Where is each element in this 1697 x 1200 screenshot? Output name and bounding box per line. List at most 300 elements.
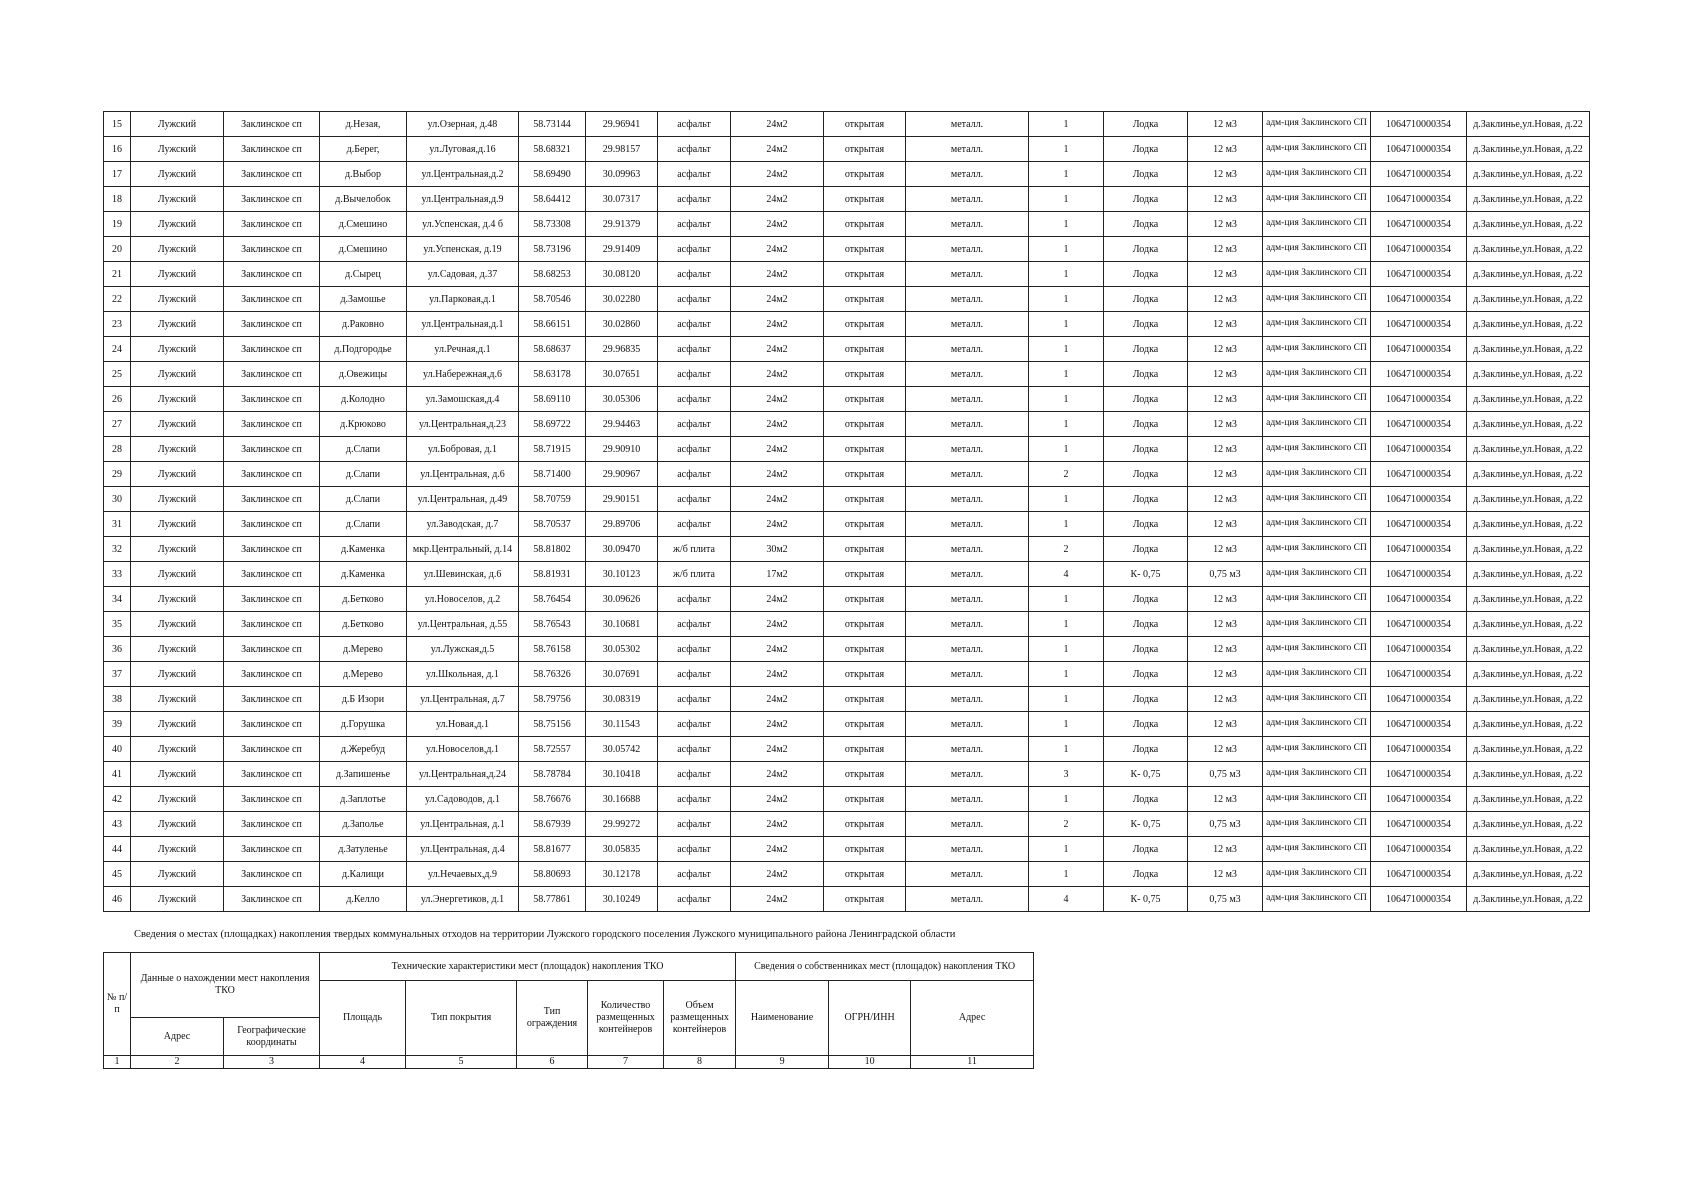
- street-address-cell: ул.Школьная, д.1: [407, 662, 519, 687]
- ogrn-cell: 1064710000354: [1371, 662, 1467, 687]
- row-number: 43: [104, 812, 131, 837]
- owner-address-cell: д.Заклинье,ул.Новая, д.22: [1467, 662, 1590, 687]
- container-count-cell: 1: [1029, 412, 1104, 437]
- fence-type-cell: открытая: [824, 487, 906, 512]
- latitude-cell: 58.75156: [519, 712, 586, 737]
- locality-cell: д.Мерево: [320, 637, 407, 662]
- street-address-cell: ул.Набережная,д.6: [407, 362, 519, 387]
- container-type-cell: Лодка: [1104, 687, 1188, 712]
- cover-type-cell: асфальт: [658, 587, 731, 612]
- fence-type-cell: открытая: [824, 662, 906, 687]
- container-type-cell: Лодка: [1104, 112, 1188, 137]
- container-type-cell: Лодка: [1104, 512, 1188, 537]
- street-address-cell: ул.Замошская,д.4: [407, 387, 519, 412]
- owner-address-cell: д.Заклинье,ул.Новая, д.22: [1467, 412, 1590, 437]
- owner-address-cell: д.Заклинье,ул.Новая, д.22: [1467, 862, 1590, 887]
- owner-address-cell: д.Заклинье,ул.Новая, д.22: [1467, 812, 1590, 837]
- container-count-cell: 1: [1029, 137, 1104, 162]
- table-row: [104, 212, 1590, 237]
- owner-address-cell: д.Заклинье,ул.Новая, д.22: [1467, 462, 1590, 487]
- row-number: 25: [104, 362, 131, 387]
- container-type-cell: К- 0,75: [1104, 562, 1188, 587]
- longitude-cell: 29.98157: [586, 137, 658, 162]
- latitude-cell: 58.71915: [519, 437, 586, 462]
- locality-cell: д.Незая,: [320, 112, 407, 137]
- material-cell: металл.: [906, 287, 1029, 312]
- locality-cell: д.Жеребуд: [320, 737, 407, 762]
- fence-type-cell: открытая: [824, 612, 906, 637]
- ogrn-cell: 1064710000354: [1371, 437, 1467, 462]
- locality-cell: д.Раковно: [320, 312, 407, 337]
- row-number: 38: [104, 687, 131, 712]
- street-address-cell: ул.Центральная,д.24: [407, 762, 519, 787]
- area-cell: 24м2: [731, 487, 824, 512]
- cover-type-cell: асфальт: [658, 837, 731, 862]
- table-row: [104, 287, 1590, 312]
- street-address-cell: ул.Новоселов,д.1: [407, 737, 519, 762]
- header-number: 3: [224, 1056, 320, 1069]
- cover-type-cell: асфальт: [658, 237, 731, 262]
- fence-type-cell: открытая: [824, 812, 906, 837]
- owner-address-cell: д.Заклинье,ул.Новая, д.22: [1467, 712, 1590, 737]
- settlement-cell: Заклинское сп: [224, 537, 320, 562]
- container-volume-cell: 12 м3: [1188, 512, 1263, 537]
- owner-name-cell: адм-ция Заклинского СП: [1263, 862, 1371, 887]
- owner-name-cell: адм-ция Заклинского СП: [1263, 512, 1371, 537]
- district-cell: Лужский: [131, 412, 224, 437]
- owner-name-cell: адм-ция Заклинского СП: [1263, 812, 1371, 837]
- row-number: 42: [104, 787, 131, 812]
- ogrn-cell: 1064710000354: [1371, 837, 1467, 862]
- material-cell: металл.: [906, 787, 1029, 812]
- settlement-cell: Заклинское сп: [224, 287, 320, 312]
- header-number: 10: [829, 1056, 911, 1069]
- latitude-cell: 58.72557: [519, 737, 586, 762]
- street-address-cell: ул.Центральная, д.6: [407, 462, 519, 487]
- longitude-cell: 30.09963: [586, 162, 658, 187]
- district-cell: Лужский: [131, 887, 224, 912]
- row-number: 24: [104, 337, 131, 362]
- cover-type-cell: асфальт: [658, 662, 731, 687]
- fence-type-cell: открытая: [824, 737, 906, 762]
- header-ogrn: ОГРН/ИНН: [829, 981, 911, 1056]
- container-count-cell: 1: [1029, 587, 1104, 612]
- table-row: [104, 762, 1590, 787]
- ogrn-cell: 1064710000354: [1371, 312, 1467, 337]
- locality-cell: д.Сырец: [320, 262, 407, 287]
- table-row: [104, 637, 1590, 662]
- cover-type-cell: асфальт: [658, 412, 731, 437]
- district-cell: Лужский: [131, 262, 224, 287]
- container-type-cell: К- 0,75: [1104, 887, 1188, 912]
- fence-type-cell: открытая: [824, 837, 906, 862]
- ogrn-cell: 1064710000354: [1371, 387, 1467, 412]
- locality-cell: д.Заплотье: [320, 787, 407, 812]
- ogrn-cell: 1064710000354: [1371, 112, 1467, 137]
- container-type-cell: Лодка: [1104, 712, 1188, 737]
- fence-type-cell: открытая: [824, 637, 906, 662]
- area-cell: 24м2: [731, 762, 824, 787]
- settlement-cell: Заклинское сп: [224, 837, 320, 862]
- owner-address-cell: д.Заклинье,ул.Новая, д.22: [1467, 637, 1590, 662]
- header-location-group: Данные о нахождении мест накопления ТКО: [131, 953, 320, 1018]
- district-cell: Лужский: [131, 662, 224, 687]
- settlement-cell: Заклинское сп: [224, 712, 320, 737]
- longitude-cell: 30.10418: [586, 762, 658, 787]
- settlement-cell: Заклинское сп: [224, 412, 320, 437]
- owner-address-cell: д.Заклинье,ул.Новая, д.22: [1467, 512, 1590, 537]
- latitude-cell: 58.64412: [519, 187, 586, 212]
- locality-cell: д.Заполье: [320, 812, 407, 837]
- area-cell: 17м2: [731, 562, 824, 587]
- fence-type-cell: открытая: [824, 437, 906, 462]
- longitude-cell: 30.10249: [586, 887, 658, 912]
- header-table: [103, 952, 1034, 1069]
- header-number: 11: [911, 1056, 1034, 1069]
- owner-name-cell: адм-ция Заклинского СП: [1263, 462, 1371, 487]
- latitude-cell: 58.73196: [519, 237, 586, 262]
- container-volume-cell: 12 м3: [1188, 287, 1263, 312]
- owner-address-cell: д.Заклинье,ул.Новая, д.22: [1467, 837, 1590, 862]
- material-cell: металл.: [906, 462, 1029, 487]
- fence-type-cell: открытая: [824, 162, 906, 187]
- ogrn-cell: 1064710000354: [1371, 812, 1467, 837]
- fence-type-cell: открытая: [824, 312, 906, 337]
- locality-cell: д.Слапи: [320, 512, 407, 537]
- settlement-cell: Заклинское сп: [224, 637, 320, 662]
- row-number: 36: [104, 637, 131, 662]
- owner-address-cell: д.Заклинье,ул.Новая, д.22: [1467, 487, 1590, 512]
- owner-name-cell: адм-ция Заклинского СП: [1263, 437, 1371, 462]
- ogrn-cell: 1064710000354: [1371, 337, 1467, 362]
- row-number: 26: [104, 387, 131, 412]
- table-row: [104, 412, 1590, 437]
- material-cell: металл.: [906, 237, 1029, 262]
- cover-type-cell: асфальт: [658, 187, 731, 212]
- ogrn-cell: 1064710000354: [1371, 587, 1467, 612]
- cover-type-cell: асфальт: [658, 612, 731, 637]
- container-volume-cell: 12 м3: [1188, 137, 1263, 162]
- ogrn-cell: 1064710000354: [1371, 362, 1467, 387]
- container-volume-cell: 12 м3: [1188, 837, 1263, 862]
- row-number: 18: [104, 187, 131, 212]
- longitude-cell: 30.08319: [586, 687, 658, 712]
- ogrn-cell: 1064710000354: [1371, 287, 1467, 312]
- locality-cell: д.Каменка: [320, 562, 407, 587]
- district-cell: Лужский: [131, 862, 224, 887]
- district-cell: Лужский: [131, 512, 224, 537]
- street-address-cell: ул.Центральная, д.7: [407, 687, 519, 712]
- material-cell: металл.: [906, 587, 1029, 612]
- cover-type-cell: асфальт: [658, 637, 731, 662]
- container-volume-cell: 12 м3: [1188, 487, 1263, 512]
- material-cell: металл.: [906, 812, 1029, 837]
- container-count-cell: 1: [1029, 637, 1104, 662]
- table-row: [104, 887, 1590, 912]
- container-volume-cell: 12 м3: [1188, 712, 1263, 737]
- area-cell: 24м2: [731, 612, 824, 637]
- settlement-cell: Заклинское сп: [224, 187, 320, 212]
- locality-cell: д.Смешино: [320, 237, 407, 262]
- latitude-cell: 58.79756: [519, 687, 586, 712]
- material-cell: металл.: [906, 212, 1029, 237]
- settlement-cell: Заклинское сп: [224, 787, 320, 812]
- locality-cell: д.Слапи: [320, 487, 407, 512]
- owner-address-cell: д.Заклинье,ул.Новая, д.22: [1467, 162, 1590, 187]
- ogrn-cell: 1064710000354: [1371, 162, 1467, 187]
- fence-type-cell: открытая: [824, 112, 906, 137]
- locality-cell: д.Слапи: [320, 462, 407, 487]
- street-address-cell: ул.Центральная,д.9: [407, 187, 519, 212]
- settlement-cell: Заклинское сп: [224, 437, 320, 462]
- container-type-cell: Лодка: [1104, 637, 1188, 662]
- settlement-cell: Заклинское сп: [224, 137, 320, 162]
- latitude-cell: 58.76454: [519, 587, 586, 612]
- owner-address-cell: д.Заклинье,ул.Новая, д.22: [1467, 562, 1590, 587]
- owner-name-cell: адм-ция Заклинского СП: [1263, 612, 1371, 637]
- owner-name-cell: адм-ция Заклинского СП: [1263, 637, 1371, 662]
- table-row: [104, 187, 1590, 212]
- settlement-cell: Заклинское сп: [224, 512, 320, 537]
- container-count-cell: 4: [1029, 887, 1104, 912]
- fence-type-cell: открытая: [824, 362, 906, 387]
- container-type-cell: Лодка: [1104, 862, 1188, 887]
- container-count-cell: 1: [1029, 362, 1104, 387]
- material-cell: металл.: [906, 362, 1029, 387]
- area-cell: 24м2: [731, 462, 824, 487]
- fence-type-cell: открытая: [824, 687, 906, 712]
- container-volume-cell: 12 м3: [1188, 412, 1263, 437]
- area-cell: 24м2: [731, 387, 824, 412]
- owner-name-cell: адм-ция Заклинского СП: [1263, 762, 1371, 787]
- header-number: 7: [588, 1056, 664, 1069]
- area-cell: 24м2: [731, 112, 824, 137]
- owner-name-cell: адм-ция Заклинского СП: [1263, 737, 1371, 762]
- area-cell: 24м2: [731, 262, 824, 287]
- fence-type-cell: открытая: [824, 712, 906, 737]
- locality-cell: д.Овежицы: [320, 362, 407, 387]
- latitude-cell: 58.76326: [519, 662, 586, 687]
- container-count-cell: 1: [1029, 262, 1104, 287]
- longitude-cell: 30.05306: [586, 387, 658, 412]
- street-address-cell: ул.Парковая,д.1: [407, 287, 519, 312]
- table-row: [104, 312, 1590, 337]
- district-cell: Лужский: [131, 137, 224, 162]
- header-volume: Объем размещенных контейнеров: [664, 981, 736, 1056]
- longitude-cell: 30.12178: [586, 862, 658, 887]
- district-cell: Лужский: [131, 462, 224, 487]
- owner-name-cell: адм-ция Заклинского СП: [1263, 137, 1371, 162]
- longitude-cell: 29.91409: [586, 237, 658, 262]
- longitude-cell: 30.05302: [586, 637, 658, 662]
- area-cell: 24м2: [731, 362, 824, 387]
- latitude-cell: 58.63178: [519, 362, 586, 387]
- container-type-cell: Лодка: [1104, 787, 1188, 812]
- area-cell: 24м2: [731, 187, 824, 212]
- container-type-cell: Лодка: [1104, 312, 1188, 337]
- owner-name-cell: адм-ция Заклинского СП: [1263, 112, 1371, 137]
- locality-cell: д.Горушка: [320, 712, 407, 737]
- longitude-cell: 29.90910: [586, 437, 658, 462]
- cover-type-cell: асфальт: [658, 362, 731, 387]
- table-row: [104, 662, 1590, 687]
- district-cell: Лужский: [131, 587, 224, 612]
- header-number: 6: [517, 1056, 588, 1069]
- row-number: 40: [104, 737, 131, 762]
- settlement-cell: Заклинское сп: [224, 362, 320, 387]
- fence-type-cell: открытая: [824, 512, 906, 537]
- container-volume-cell: 12 м3: [1188, 537, 1263, 562]
- container-count-cell: 1: [1029, 437, 1104, 462]
- container-type-cell: Лодка: [1104, 462, 1188, 487]
- settlement-cell: Заклинское сп: [224, 887, 320, 912]
- cover-type-cell: асфальт: [658, 762, 731, 787]
- container-volume-cell: 12 м3: [1188, 212, 1263, 237]
- row-number: 37: [104, 662, 131, 687]
- container-type-cell: Лодка: [1104, 612, 1188, 637]
- longitude-cell: 29.89706: [586, 512, 658, 537]
- street-address-cell: ул.Речная,д.1: [407, 337, 519, 362]
- container-type-cell: Лодка: [1104, 837, 1188, 862]
- fence-type-cell: открытая: [824, 762, 906, 787]
- settlement-cell: Заклинское сп: [224, 862, 320, 887]
- row-number: 34: [104, 587, 131, 612]
- ogrn-cell: 1064710000354: [1371, 562, 1467, 587]
- district-cell: Лужский: [131, 187, 224, 212]
- district-cell: Лужский: [131, 837, 224, 862]
- table-row: [104, 712, 1590, 737]
- table-row: [104, 162, 1590, 187]
- district-cell: Лужский: [131, 687, 224, 712]
- ogrn-cell: 1064710000354: [1371, 187, 1467, 212]
- cover-type-cell: асфальт: [658, 687, 731, 712]
- row-number: 35: [104, 612, 131, 637]
- owner-name-cell: адм-ция Заклинского СП: [1263, 187, 1371, 212]
- container-volume-cell: 12 м3: [1188, 312, 1263, 337]
- latitude-cell: 58.81931: [519, 562, 586, 587]
- row-number: 17: [104, 162, 131, 187]
- latitude-cell: 58.76543: [519, 612, 586, 637]
- owner-name-cell: адм-ция Заклинского СП: [1263, 362, 1371, 387]
- container-count-cell: 4: [1029, 562, 1104, 587]
- latitude-cell: 58.77861: [519, 887, 586, 912]
- area-cell: 24м2: [731, 637, 824, 662]
- fence-type-cell: открытая: [824, 862, 906, 887]
- container-volume-cell: 12 м3: [1188, 662, 1263, 687]
- sites-table-body: [104, 112, 1590, 912]
- street-address-cell: ул.Энергетиков, д.1: [407, 887, 519, 912]
- container-count-cell: 1: [1029, 387, 1104, 412]
- container-volume-cell: 12 м3: [1188, 262, 1263, 287]
- street-address-cell: ул.Новоселов, д.2: [407, 587, 519, 612]
- district-cell: Лужский: [131, 162, 224, 187]
- ogrn-cell: 1064710000354: [1371, 137, 1467, 162]
- container-volume-cell: 12 м3: [1188, 387, 1263, 412]
- row-number: 16: [104, 137, 131, 162]
- cover-type-cell: асфальт: [658, 712, 731, 737]
- fence-type-cell: открытая: [824, 587, 906, 612]
- cover-type-cell: асфальт: [658, 862, 731, 887]
- material-cell: металл.: [906, 887, 1029, 912]
- material-cell: металл.: [906, 437, 1029, 462]
- street-address-cell: ул.Луговая,д.16: [407, 137, 519, 162]
- owner-name-cell: адм-ция Заклинского СП: [1263, 537, 1371, 562]
- latitude-cell: 58.70546: [519, 287, 586, 312]
- container-count-cell: 1: [1029, 837, 1104, 862]
- container-count-cell: 1: [1029, 112, 1104, 137]
- locality-cell: д.Замошье: [320, 287, 407, 312]
- container-count-cell: 1: [1029, 287, 1104, 312]
- latitude-cell: 58.69490: [519, 162, 586, 187]
- area-cell: 24м2: [731, 137, 824, 162]
- row-number: 33: [104, 562, 131, 587]
- header-numbers-row: [104, 1056, 1034, 1069]
- container-type-cell: Лодка: [1104, 662, 1188, 687]
- district-cell: Лужский: [131, 637, 224, 662]
- district-cell: Лужский: [131, 362, 224, 387]
- cover-type-cell: асфальт: [658, 262, 731, 287]
- container-count-cell: 1: [1029, 712, 1104, 737]
- area-cell: 30м2: [731, 537, 824, 562]
- container-type-cell: Лодка: [1104, 337, 1188, 362]
- latitude-cell: 58.66151: [519, 312, 586, 337]
- owner-name-cell: адм-ция Заклинского СП: [1263, 787, 1371, 812]
- container-type-cell: Лодка: [1104, 437, 1188, 462]
- fence-type-cell: открытая: [824, 212, 906, 237]
- cover-type-cell: асфальт: [658, 887, 731, 912]
- row-number: 45: [104, 862, 131, 887]
- locality-cell: д.Подгородье: [320, 337, 407, 362]
- container-type-cell: Лодка: [1104, 737, 1188, 762]
- settlement-cell: Заклинское сп: [224, 112, 320, 137]
- owner-address-cell: д.Заклинье,ул.Новая, д.22: [1467, 387, 1590, 412]
- container-volume-cell: 12 м3: [1188, 737, 1263, 762]
- container-count-cell: 1: [1029, 187, 1104, 212]
- owner-name-cell: адм-ция Заклинского СП: [1263, 887, 1371, 912]
- street-address-cell: ул.Центральная, д.55: [407, 612, 519, 637]
- table-row: [104, 362, 1590, 387]
- district-cell: Лужский: [131, 537, 224, 562]
- settlement-cell: Заклинское сп: [224, 337, 320, 362]
- area-cell: 24м2: [731, 437, 824, 462]
- locality-cell: д.Крюково: [320, 412, 407, 437]
- latitude-cell: 58.78784: [519, 762, 586, 787]
- owner-name-cell: адм-ция Заклинского СП: [1263, 687, 1371, 712]
- cover-type-cell: асфальт: [658, 312, 731, 337]
- owner-address-cell: д.Заклинье,ул.Новая, д.22: [1467, 787, 1590, 812]
- container-type-cell: Лодка: [1104, 237, 1188, 262]
- row-number: 30: [104, 487, 131, 512]
- owner-name-cell: адм-ция Заклинского СП: [1263, 212, 1371, 237]
- material-cell: металл.: [906, 837, 1029, 862]
- container-count-cell: 1: [1029, 862, 1104, 887]
- latitude-cell: 58.81802: [519, 537, 586, 562]
- district-cell: Лужский: [131, 487, 224, 512]
- area-cell: 24м2: [731, 162, 824, 187]
- latitude-cell: 58.71400: [519, 462, 586, 487]
- cover-type-cell: асфальт: [658, 512, 731, 537]
- row-number: 20: [104, 237, 131, 262]
- header-num: № п/п: [104, 953, 131, 1056]
- owner-address-cell: д.Заклинье,ул.Новая, д.22: [1467, 362, 1590, 387]
- area-cell: 24м2: [731, 862, 824, 887]
- longitude-cell: 30.05835: [586, 837, 658, 862]
- district-cell: Лужский: [131, 762, 224, 787]
- fence-type-cell: открытая: [824, 137, 906, 162]
- row-number: 27: [104, 412, 131, 437]
- ogrn-cell: 1064710000354: [1371, 712, 1467, 737]
- owner-address-cell: д.Заклинье,ул.Новая, д.22: [1467, 762, 1590, 787]
